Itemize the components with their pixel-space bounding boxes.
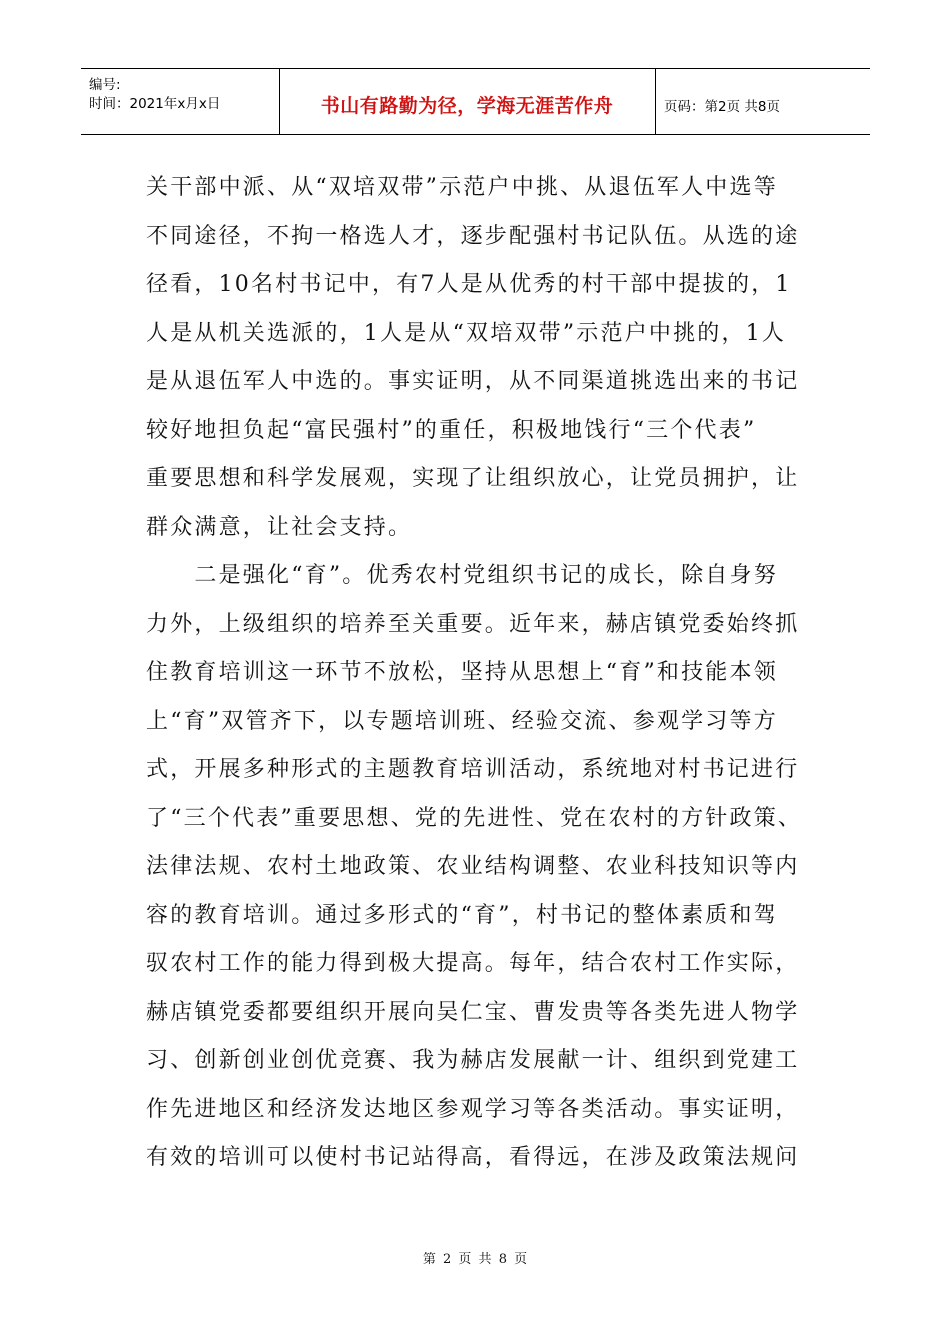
- body-text-line: 习、创新创业创优竞赛、我为赫店发展献一计、组织到党建工: [146, 1048, 800, 1073]
- body-text-line: 了“三个代表”重要思想、党的先进性、党在农村的方针政策、: [146, 805, 803, 831]
- body-text-line: 住教育培训这一环节不放松，坚持从思想上“育”和技能本领: [146, 660, 778, 685]
- page-footer: 第 2 页 共 8 页: [422, 1252, 528, 1267]
- body-text-line: 作先进地区和经济发达地区参观学习等各类活动。事实证明，: [146, 1096, 800, 1122]
- document-number-label: 编号:: [89, 77, 121, 93]
- body-text-line: 有效的培训可以使村书记站得高，看得远，在涉及政策法规问: [146, 1145, 800, 1170]
- body-text-line: 赫店镇党委都要组织开展向吴仁宝、曹发贵等各类先进人物学: [146, 999, 800, 1025]
- body-text-line: 二是强化“育”。优秀农村党组织书记的成长，除自身努: [146, 563, 778, 588]
- document-body: [146, 164, 822, 1183]
- body-text-line: 力外，上级组织的培养至关重要。近年来，赫店镇党委始终抓: [146, 611, 800, 637]
- body-text-line: 关干部中派、从“双培双带”示范户中挑、从退伍军人中选等: [146, 175, 778, 200]
- body-text-line: 重要思想和科学发展观，实现了让组织放心，让党员拥护，让: [146, 466, 800, 491]
- body-text-line: 不同途径，不拘一格选人才，逐步配强村书记队伍。从选的途: [146, 223, 800, 249]
- document-time-label: 时间：2021年x月x日: [89, 96, 221, 112]
- document-header: [81, 68, 870, 135]
- body-text-line: 径看，10名村书记中，有7人是从优秀的村干部中提拔的，1: [146, 272, 792, 297]
- body-text-line: 式，开展多种形式的主题教育培训活动，系统地对村书记进行: [146, 757, 800, 782]
- body-text-line: 容的教育培训。通过多形式的“育”，村书记的整体素质和驾: [146, 902, 778, 928]
- header-motto: 书山有路勤为径，学海无涯苦作舟: [320, 95, 614, 117]
- body-text-line: 是从退伍军人中选的。事实证明，从不同渠道挑选出来的书记: [146, 369, 800, 394]
- header-divider-right: [655, 69, 656, 134]
- body-text-line: 较好地担负起“富民强村”的重任，积极地饯行“三个代表”: [146, 417, 757, 443]
- body-text-line: 驭农村工作的能力得到极大提高。每年，结合农村工作实际，: [146, 951, 800, 976]
- body-text-line: 法律法规、农村土地政策、农业结构调整、农业科技知识等内: [146, 854, 800, 879]
- header-page-info: 页码：第2页 共8页: [664, 99, 780, 115]
- body-text-line: 上“育”双管齐下，以专题培训班、经验交流、参观学习等方: [146, 708, 778, 734]
- body-text-line: 群众满意，让社会支持。: [146, 514, 413, 540]
- body-text-line: 人是从机关选派的，1人是从“双培双带”示范户中挑的，1人: [146, 320, 787, 346]
